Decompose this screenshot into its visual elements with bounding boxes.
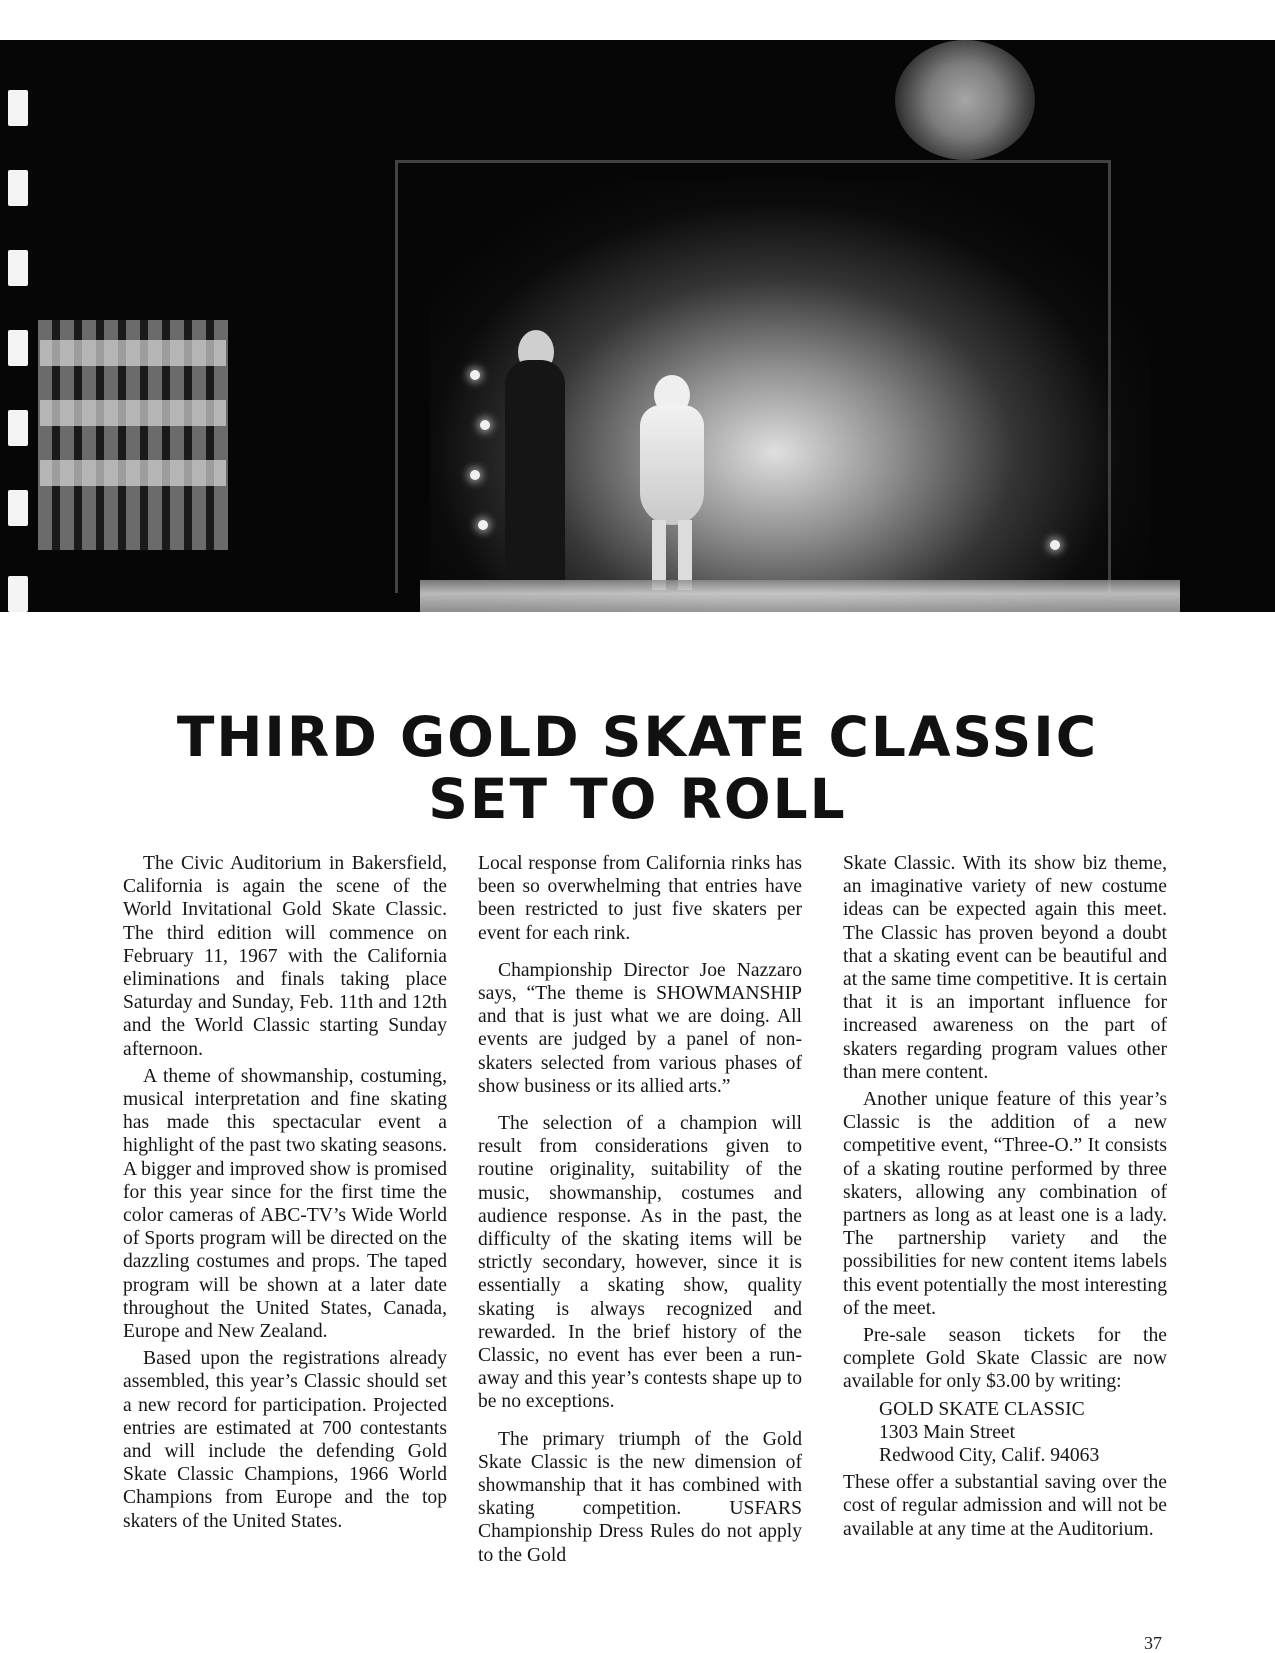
paragraph: A theme of showmanship, costuming, musical interpretation and fine skating has made this spectacular event a highlight of the past two skating seasons. A bigger and improved show is promised for this year since for the first time the color cameras of ABC-TV’s Wide World of Sports program will be directed on the dazzling costumes and props. The taped program will be shown at a later date throughout the United States, Canada, Europe and New Zealand. <box>123 1065 447 1343</box>
stage-lamp <box>1050 540 1060 550</box>
address-line-3: Redwood City, Calif. 94063 <box>879 1445 1100 1467</box>
page-number: 37 <box>1144 1633 1162 1653</box>
paragraph: The selection of a champion will result from considerations given to routine originality, suitability of the music, showmanship, costumes and audience response. As in the past, the difficulty of the skating items will be strictly secondary, however, since it is essentially a skating show, quality skating is always recognized and rewarded. In the brief history of the Classic, no event has ever been a run-away and this year’s contests shape up to be no exceptions. <box>478 1113 802 1413</box>
paragraph: Pre-sale season tickets for the complete Gold Skate Classic are now available for only $3.00 by writing: <box>843 1325 1167 1393</box>
stage-lamp <box>480 420 490 430</box>
film-perforation <box>8 490 28 526</box>
skater-figure <box>640 405 704 525</box>
paragraph: Local response from California rinks has been so overwhelming that entries have been restricted to just five skaters per event for each rink. <box>478 853 802 944</box>
paragraph: Championship Director Joe Nazzaro says, “The theme is SHOWMANSHIP and that is just what we are doing. All events are judged by a panel of non-skaters selected from various phases of show business or its allied arts.” <box>478 959 802 1097</box>
stage-sign-bar <box>40 400 226 426</box>
medallion-emblem <box>895 40 1035 160</box>
stage-sign-bar <box>40 460 226 486</box>
stage-floor <box>420 580 1180 612</box>
film-perforation <box>8 250 28 286</box>
article-photo <box>0 40 1275 612</box>
stage-sign-bar <box>40 340 226 366</box>
headline-line-1: THIRD GOLD SKATE CLASSIC <box>176 705 1099 769</box>
film-perforation <box>8 90 28 126</box>
headline-line-2: SET TO ROLL <box>428 767 847 831</box>
film-perforation <box>8 410 28 446</box>
film-perforation <box>8 576 28 612</box>
article-column-3 <box>843 852 1167 1545</box>
film-perforation <box>8 170 28 206</box>
stage-lamp <box>478 520 488 530</box>
article-headline <box>0 706 1275 830</box>
paragraph: Based upon the registrations already assembled, this year’s Classic should set a new record for participation. Projected entries are estimated at 700 contestants and will include the defending Gold Skate Classic Champions, 1966 World Champions from Europe and the top skaters of the United States. <box>123 1348 447 1532</box>
man-figure <box>505 360 565 590</box>
paragraph: Skate Classic. With its show biz theme, an imaginative variety of new costume ideas can be expected again this meet. The Classic has proven beyond a doubt that a skating event can be beautiful and at the same time competitive. It is certain that it is an important influence for increased awareness on the part of skaters regarding program values other than mere content. <box>843 853 1167 1083</box>
paragraph: These offer a substantial saving over the cost of regular admission and will not be available at any time at the Auditorium. <box>843 1472 1167 1540</box>
address-line-2: 1303 Main Street <box>879 1421 1016 1443</box>
address-line-1: GOLD SKATE CLASSIC <box>879 1398 1085 1420</box>
mailing-address <box>879 1398 1167 1468</box>
paragraph: The primary triumph of the Gold Skate Classic is the new dimension of showmanship that it has combined with skating competition. USFARS Championship Dress Rules do not apply to the Gold <box>478 1428 802 1566</box>
stage-lamp <box>470 370 480 380</box>
paragraph: Another unique feature of this year’s Classic is the addition of a new competitive event, “Three-O.” It consists of a skating routine performed by three skaters, allowing any combination of partners as long as at least one is a lady. The partnership variety and the possibilities for new content items labels this event potentially the most interesting of the meet. <box>843 1089 1167 1319</box>
film-perforation <box>8 330 28 366</box>
paragraph: The Civic Auditorium in Bakersfield, California is again the scene of the World Invitational Gold Skate Classic. The third edition will commence on February 11, 1967 with the California eliminations and finals taking place Saturday and Sunday, Feb. 11th and 12th and the World Classic starting Sunday afternoon. <box>123 853 447 1060</box>
article-column-2 <box>478 852 802 1571</box>
stage-lamp <box>470 470 480 480</box>
article-column-1 <box>123 852 447 1537</box>
